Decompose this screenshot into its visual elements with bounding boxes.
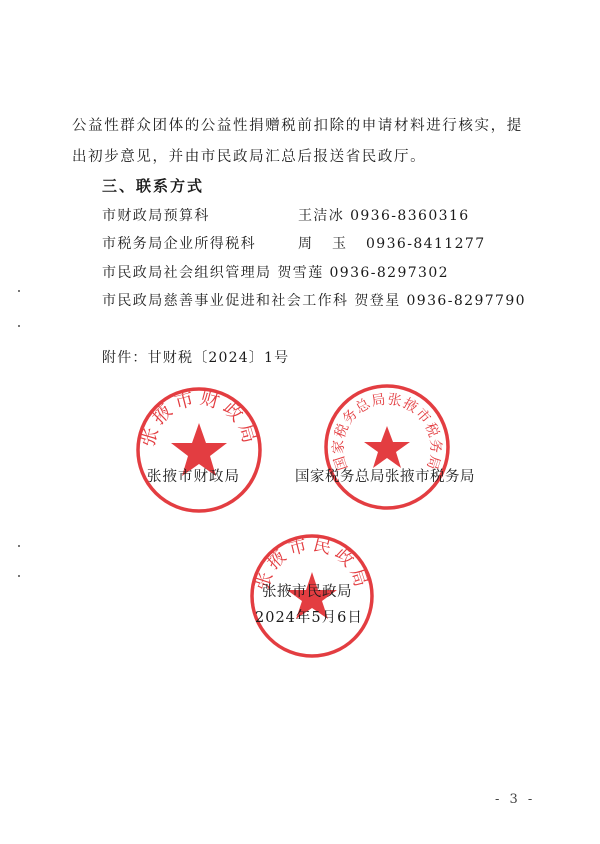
contact-dept: 市民政局慈善事业促进和社会工作科 <box>102 293 349 309</box>
contact-phone: 0936-8297302 <box>329 265 449 281</box>
contact-phone: 0936-8297790 <box>406 293 526 309</box>
contact-row <box>102 233 486 253</box>
contact-name: 贺登星 <box>354 293 401 309</box>
attachment-note: 附件：甘财税〔2024〕1号 <box>102 350 290 366</box>
body-line-1: 公益性群众团体的公益性捐赠税前扣除的申请材料进行核实，提 <box>72 118 523 134</box>
scan-speck <box>18 575 20 577</box>
contact-row <box>102 262 449 282</box>
finance-bureau-seal <box>134 385 264 515</box>
contact-dept: 市税务局企业所得税科 <box>102 236 256 252</box>
seal-text: 张掖市财政局 <box>136 386 262 450</box>
scan-speck <box>18 290 20 292</box>
issuer-finance: 张掖市财政局 <box>147 469 240 485</box>
page-number: - 3 - <box>495 792 536 807</box>
contact-row <box>102 205 470 225</box>
scan-speck <box>18 545 20 547</box>
body-line-2: 出初步意见，并由市民政局汇总后报送省民政厅。 <box>72 149 427 165</box>
tax-bureau-seal <box>322 382 452 512</box>
scan-speck <box>18 325 20 327</box>
issue-date: 2024年5月6日 <box>255 610 363 626</box>
contact-name: 王洁冰 <box>298 208 345 224</box>
contact-name: 贺雪莲 <box>277 265 324 281</box>
contact-phone: 0936-8411277 <box>366 236 486 252</box>
contact-row <box>102 290 526 310</box>
star-icon <box>364 426 410 468</box>
issuer-tax: 国家税务总局张掖市税务局 <box>295 469 475 485</box>
seal-text: 张掖市民政局 <box>251 534 373 594</box>
section-heading-contact: 三、联系方式 <box>102 177 205 195</box>
contact-dept: 市民政局社会组织管理局 <box>102 265 272 281</box>
issuer-civil-affairs: 张掖市民政局 <box>262 584 352 600</box>
contact-dept: 市财政局预算科 <box>102 208 210 224</box>
seal-text: 国家税务总局张掖市税务局 <box>330 391 444 473</box>
contact-phone: 0936-8360316 <box>350 208 470 224</box>
contact-name: 周玉 <box>298 236 366 252</box>
